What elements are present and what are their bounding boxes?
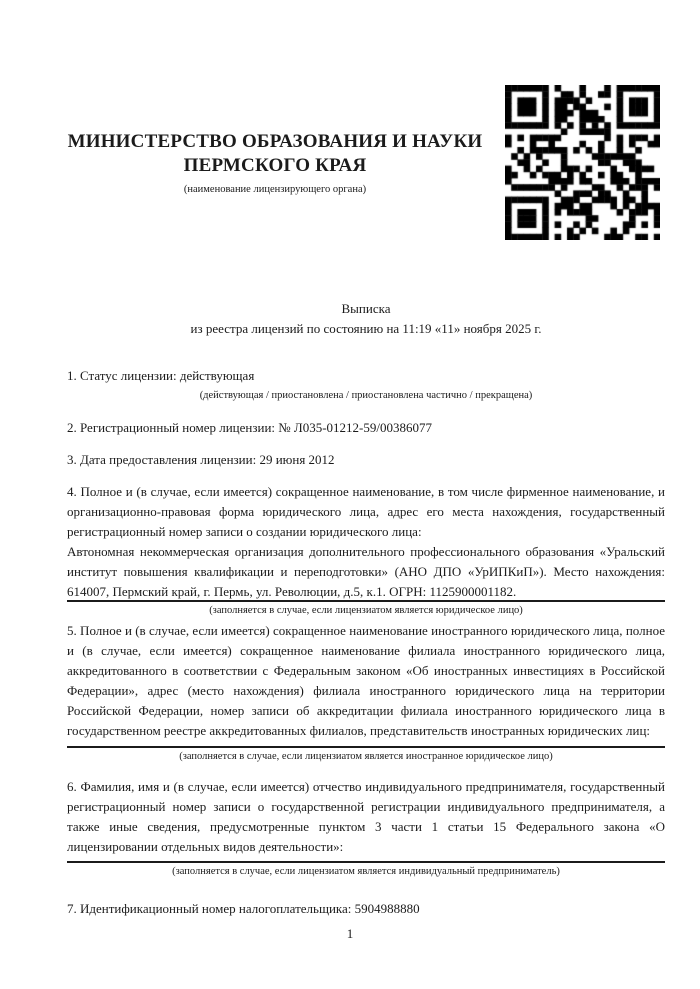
- qr-code: [505, 85, 660, 240]
- item-5-question: 5. Полное и (в случае, если имеется) сокращенное наименование иностранного юридического лица, полное и (в случае, если имеется) сокращенное наименование филиала иностранного юридического лица, аккредитованного в соответствии с Федеральным законом «Об иностранных инвестициях в Российской Федерации», адрес (место нахождения) филиала иностранного юридического лица на территории Российской Федерации, номер записи об аккредитации филиала иностранного юридического лица в государственном реестре аккредитованных филиалов, представительств иностранных юридических лиц:: [67, 623, 665, 738]
- item-1-text: 1. Статус лицензии: действующая: [67, 368, 255, 383]
- page-number: 1: [346, 926, 354, 941]
- item-1-note: (действующая / приостановлена / приостановлена частично / прекращена): [199, 390, 533, 401]
- item-1-license-status: [67, 366, 665, 402]
- item-5-fill-rule: [67, 746, 665, 748]
- item-4-answer: Автономная некоммерческая организация дополнительного профессионального образования «Уральский институт повышения квалификации и переподготовки» (АНО ДПО «УрИПКиП»). Место нахождения: 614007, Пермский край, г. Пермь, ул. Революции, д.5, к.1. ОГРН: 1125900001182.: [67, 544, 665, 599]
- item-7-taxpayer-number: [67, 899, 665, 919]
- title-line-1: Выписка: [341, 301, 391, 316]
- ministry-name-line1: МИНИСТЕРСТВО ОБРАЗОВАНИЯ И НАУКИ: [67, 131, 483, 152]
- item-4-note: (заполняется в случае, если лицензиатом является юридическое лицо): [209, 605, 523, 616]
- ministry-name-line2: ПЕРМСКОГО КРАЯ: [183, 155, 367, 176]
- item-4-question: 4. Полное и (в случае, если имеется) сокращенное наименование, в том числе фирменное наименование, и организационно-правовая форма юридического лица, адрес его места нахождения, государственный регистрационный номер записи о создании юридического лица:: [67, 484, 665, 539]
- qr-code-image: [505, 85, 660, 240]
- item-5-note: (заполняется в случае, если лицензиатом является иностранное юридическое лицо): [179, 751, 553, 762]
- document-title: [67, 299, 665, 339]
- item-6-fill-rule: [67, 861, 665, 863]
- item-3-text: 3. Дата предоставления лицензии: 29 июня 2012: [67, 452, 335, 467]
- item-2-registration-number: [67, 418, 665, 438]
- title-line-2: из реестра лицензий по состоянию на 11:19 «11» ноября 2025 г.: [190, 321, 542, 336]
- licensing-authority-header: [64, 130, 486, 196]
- licensing-authority-caption: (наименование лицензирующего органа): [183, 184, 367, 195]
- item-6-note: (заполняется в случае, если лицензиатом является индивидуальный предприниматель): [172, 866, 560, 877]
- item-6-question: 6. Фамилия, имя и (в случае, если имеется) отчество индивидуального предпринимателя, государственный регистрационный номер записи о государственной регистрации индивидуального предпринимателя, а также иные сведения, предусмотренные пунктом 3 части 1 статьи 15 Федерального закона «О лицензировании отдельных видов деятельности»:: [67, 779, 665, 854]
- item-4-legal-entity: [67, 482, 665, 617]
- item-3-license-date: [67, 450, 665, 470]
- item-6-individual-entrepreneur: [67, 777, 665, 878]
- item-5-foreign-legal-entity: [67, 621, 665, 763]
- item-2-text: 2. Регистрационный номер лицензии: № Л035-01212-59/00386077: [67, 420, 433, 435]
- item-7-text: 7. Идентификационный номер налогоплательщика: 5904988880: [67, 901, 420, 916]
